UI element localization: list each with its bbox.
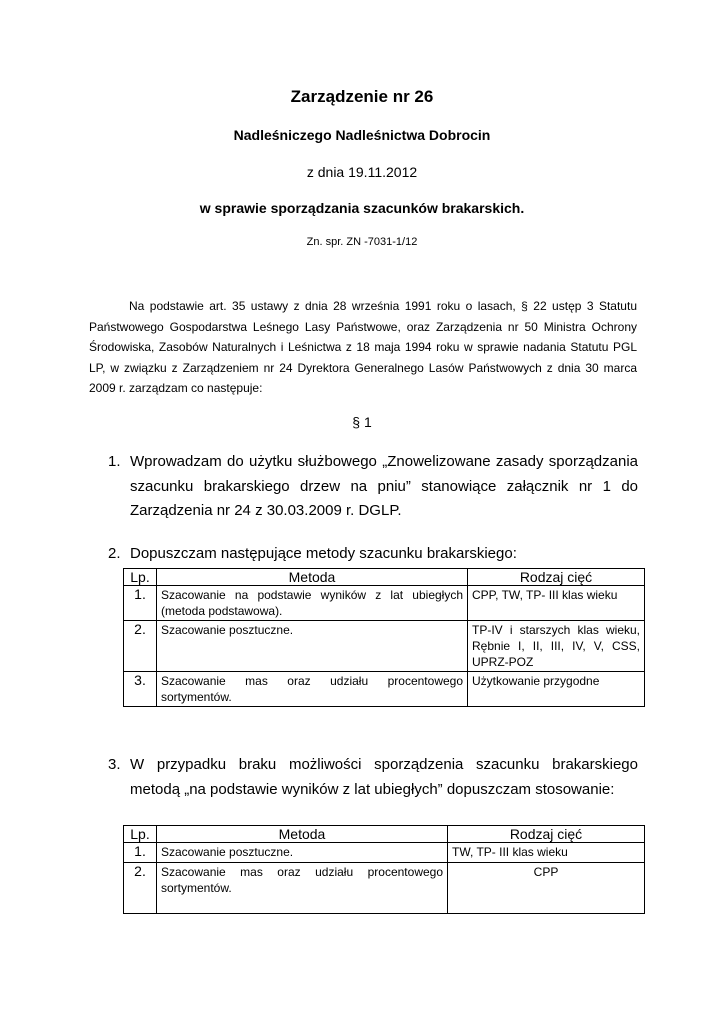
row-number: 2. bbox=[124, 863, 157, 914]
preamble bbox=[89, 296, 637, 399]
list-item-number: 1. bbox=[108, 453, 121, 470]
method-cell: Szacowanie mas oraz udziału procentowego sortymentów. bbox=[157, 672, 468, 707]
section-marker: § 1 bbox=[352, 414, 372, 430]
document-issuer: Nadleśniczego Nadleśnictwa Dobrocin bbox=[233, 127, 491, 143]
table-row bbox=[124, 586, 645, 621]
method-cell: Szacowanie na podstawie wyników z lat ubiegłych (metoda podstawowa). bbox=[157, 586, 468, 621]
column-header-cuts: Rodzaj cięć bbox=[448, 826, 645, 843]
table-row bbox=[124, 863, 645, 914]
column-header-method: Metoda bbox=[157, 569, 468, 586]
table-header-row bbox=[124, 569, 645, 586]
column-header-cuts: Rodzaj cięć bbox=[468, 569, 645, 586]
document-subject: w sprawie sporządzania szacunków brakarskich. bbox=[199, 200, 525, 216]
row-number: 3. bbox=[124, 672, 157, 707]
table-row bbox=[124, 843, 645, 863]
column-header-method: Metoda bbox=[157, 826, 448, 843]
table-row bbox=[124, 621, 645, 672]
document-date: z dnia 19.11.2012 bbox=[306, 164, 418, 180]
table-row bbox=[124, 672, 645, 707]
method-cell: Szacowanie mas oraz udziału procentowego sortymentów. bbox=[157, 863, 448, 914]
column-header-lp: Lp. bbox=[124, 826, 157, 843]
document-title: Zarządzenie nr 26 bbox=[290, 87, 434, 106]
cuts-cell: TW, TP- III klas wieku bbox=[448, 843, 645, 863]
list-item bbox=[108, 450, 638, 524]
list-item-text: W przypadku braku możliwości sporządzenia szacunku brakarskiego metodą „na podstawie wyników z lat ubiegłych” dopuszczam stosowanie: bbox=[130, 756, 638, 798]
method-cell: Szacowanie posztuczne. bbox=[157, 843, 448, 863]
row-number: 1. bbox=[124, 843, 157, 863]
reference-number: Zn. spr. ZN -7031-1/12 bbox=[306, 236, 418, 248]
row-number: 2. bbox=[124, 621, 157, 672]
fallback-methods-table bbox=[123, 825, 645, 914]
cuts-cell: CPP bbox=[448, 863, 645, 914]
preamble-text: Na podstawie art. 35 ustawy z dnia 28 września 1991 roku o lasach, § 22 ustęp 3 Statutu Państwowego Gospodarstwa Leśnego Lasy Państwowe, oraz Zarządzenia nr 50 Ministra Ochrony Środowiska, Zasobów Naturalnych i Leśnictwa z 18 maja 1994 roku w sprawie nadania Statutu PGL LP, w związku z Zarządzeniem nr 24 Dyrektora Generalnego Lasów Państwowych z dnia 30 marca 2009 r. zarządzam co następuje: bbox=[89, 299, 637, 395]
cuts-cell: Użytkowanie przygodne bbox=[468, 672, 645, 707]
methods-table bbox=[123, 568, 645, 707]
list-item bbox=[108, 753, 638, 802]
table-header-row bbox=[124, 826, 645, 843]
row-number: 1. bbox=[124, 586, 157, 621]
cuts-cell: TP-IV i starszych klas wieku, Rębnie I, II, III, IV, V, CSS, UPRZ-POZ bbox=[468, 621, 645, 672]
list-item-text: Wprowadzam do użytku służbowego „Znowelizowane zasady sporządzania szacunku brakarskiego drzew na pniu” stanowiące załącznik nr 1 do Zarządzenia nr 24 z 30.03.2009 r. DGLP. bbox=[130, 453, 638, 519]
list-item-number: 2. bbox=[108, 545, 121, 562]
method-cell: Szacowanie posztuczne. bbox=[157, 621, 468, 672]
list-item-number: 3. bbox=[108, 756, 121, 773]
list-item bbox=[108, 542, 638, 567]
cuts-cell: CPP, TW, TP- III klas wieku bbox=[468, 586, 645, 621]
column-header-lp: Lp. bbox=[124, 569, 157, 586]
list-item-text: Dopuszczam następujące metody szacunku brakarskiego: bbox=[130, 545, 517, 562]
